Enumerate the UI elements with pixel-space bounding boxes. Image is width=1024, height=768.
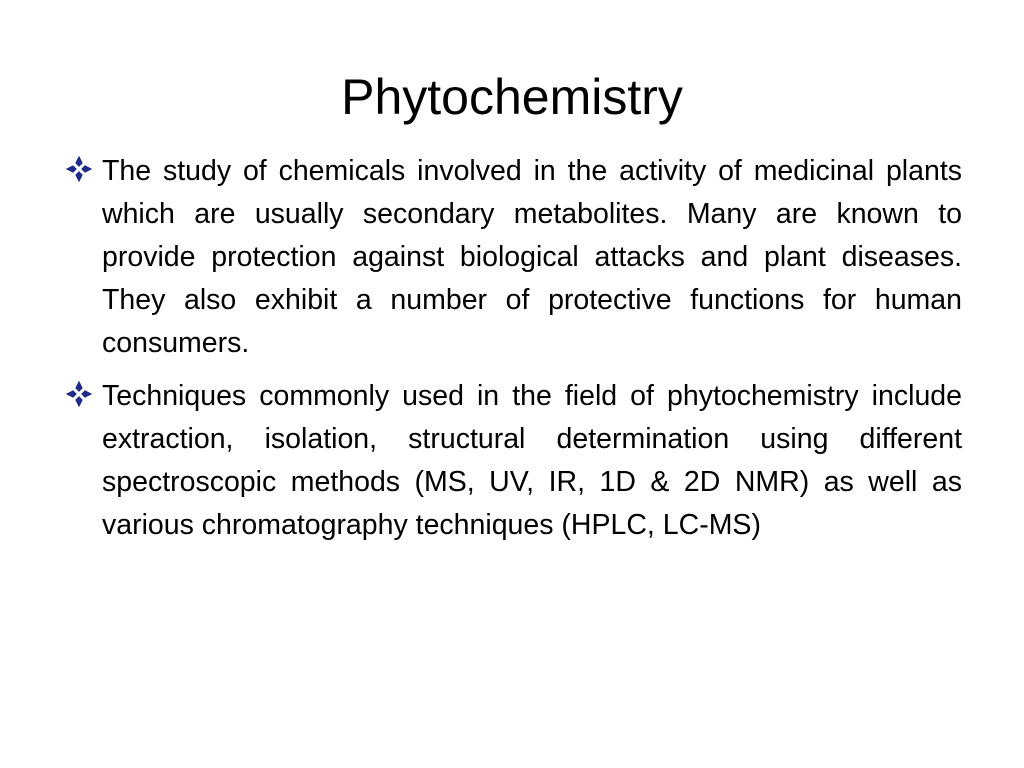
slide-title: Phytochemistry — [341, 69, 683, 125]
bullet-item — [66, 150, 962, 365]
diamond-bullet-icon — [66, 156, 92, 182]
diamond-bullet-icon — [66, 381, 92, 407]
bullet-list — [66, 150, 962, 557]
bullet-item — [66, 375, 962, 547]
bullet-text: The study of chemicals involved in the activity of medicinal plants which are usually secondary metabolites. Many are known to provide protection against biological attacks and plant diseases. They also exhibit a number of protective functions for human consumers. — [102, 155, 962, 359]
bullet-text: Techniques commonly used in the field of phytochemistry include extraction, isolation, structural determination using different spectroscopic methods (MS, UV, IR, 1D & 2D NMR) as well as various chromatography techniques (HPLC, LC-MS) — [102, 380, 962, 541]
